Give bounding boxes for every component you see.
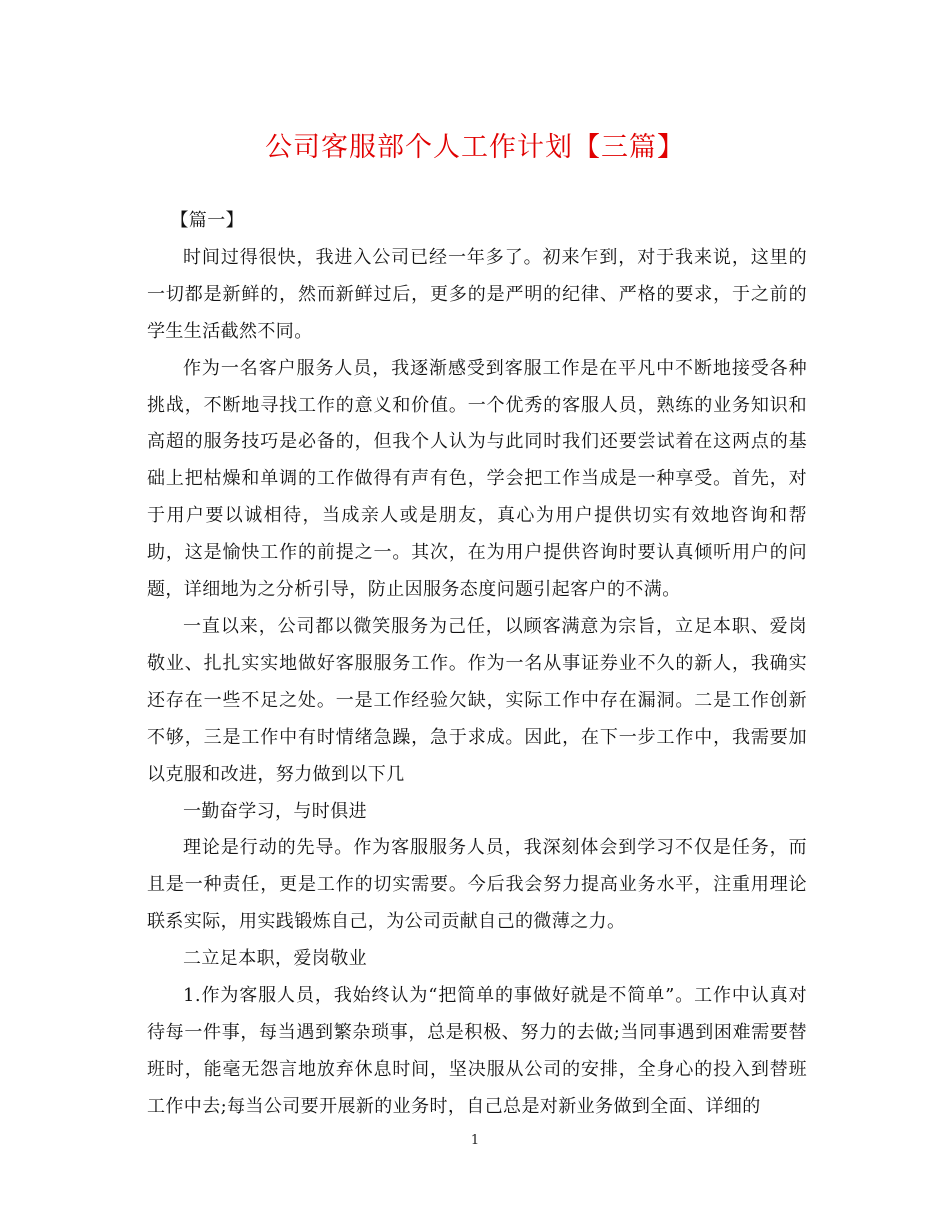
paragraph-role: 作为一名客户服务人员，我逐渐感受到客服工作是在平凡中不断地接受各种挑战，不断地寻找工作的意义和价值。一个优秀的客服人员，熟练的业务知识和高超的服务技巧是必备的，但我个人认为与此同时我们还要尝试着在这两点的基础上把枯燥和单调的工作做得有声有色，学会把工作当成是一种享受。首先，对于用户要以诚相待，当成亲人或是朋友，真心为用户提供切实有效地咨询和帮助，这是愉快工作的前提之一。其次，在为用户提供咨询时要认真倾听用户的问题，详细地为之分析引导，防止因服务态度问题引起客户的不满。 (147, 357, 807, 601)
paragraph-intro: 时间过得很快，我进入公司已经一年多了。初来乍到，对于我来说，这里的一切都是新鲜的，然而新鲜过后，更多的是严明的纪律、严格的要求，于之前的学生生活截然不同。 (147, 246, 807, 342)
paragraph-study: 理论是行动的先导。作为客服服务人员，我深刻体会到学习不仅是任务，而且是一种责任，更是工作的切实需要。今后我会努力提高业务水平，注重用理论联系实际，用实践锻炼自己，为公司贡献自己的微薄之力。 (147, 837, 807, 933)
paragraph-dedication: 1.作为客服人员，我始终认为“把简单的事做好就是不简单”。工作中认真对待每一件事，每当遇到繁杂琐事，总是积极、努力的去做;当同事遇到困难需要替班时，能毫无怨言地放弃休息时间，坚决服从公司的安排，全身心的投入到替班工作中去;每当公司要开展新的业务时，自己总是对新业务做到全面、详细的 (147, 985, 807, 1117)
document-body (147, 203, 807, 1126)
subheading-study: 一勤奋学习，与时俱进 (183, 800, 367, 822)
paragraph-shortcomings: 一直以来，公司都以微笑服务为己任，以顾客满意为宗旨，立足本职、爱岗敬业、扎扎实实地做好客服服务工作。作为一名从事证券业不久的新人，我确实还存在一些不足之处。一是工作经验欠缺，实际工作中存在漏洞。二是工作创新不够，三是工作中有时情绪急躁，急于求成。因此，在下一步工作中，我需要加以克服和改进，努力做到以下几 (147, 615, 807, 785)
page-number: 1 (470, 1133, 480, 1148)
section-heading: 【篇一】 (170, 210, 244, 231)
document-title: 公司客服部个人工作计划【三篇】 (265, 132, 685, 163)
subheading-dedication: 二立足本职，爱岗敬业 (183, 948, 367, 970)
